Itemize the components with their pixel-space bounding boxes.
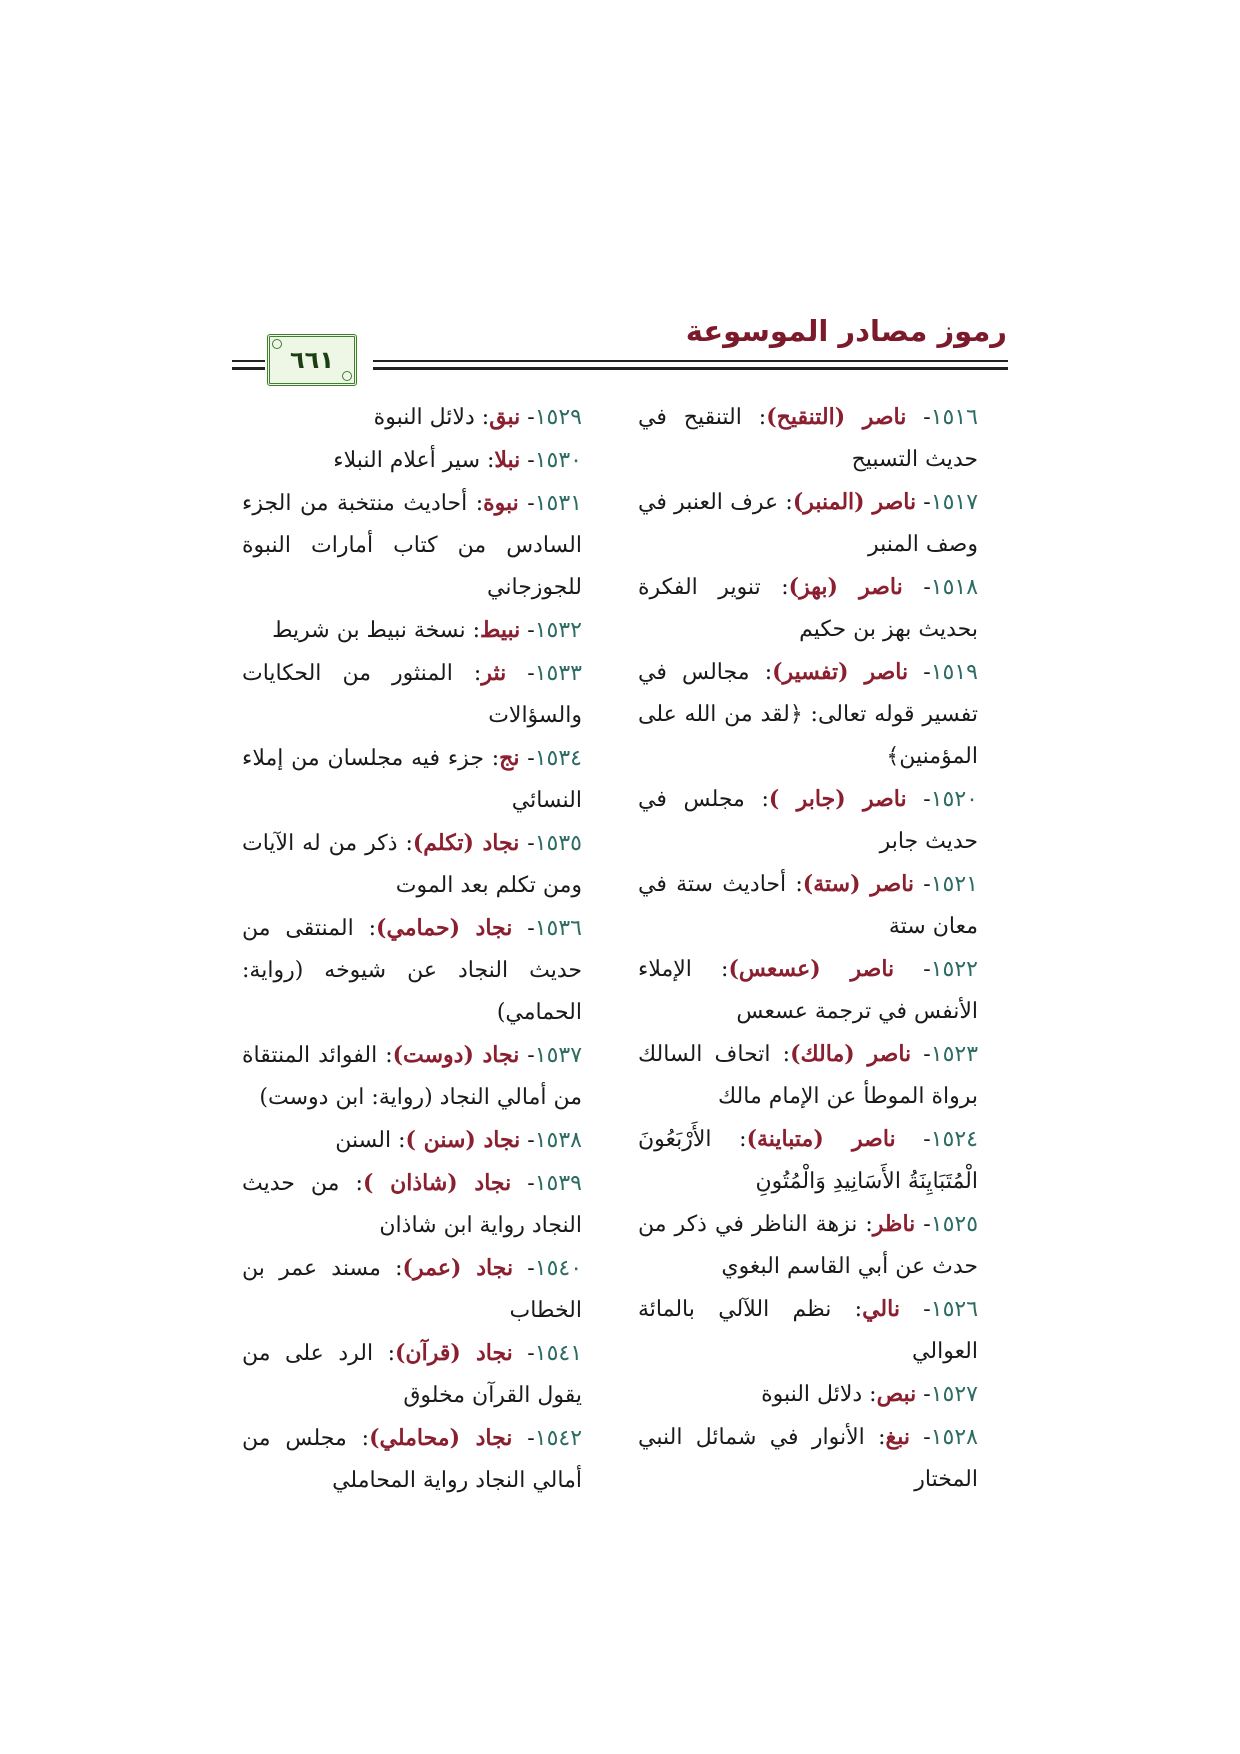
source-entry: ١٥٢٥- ناظر: نزهة الناظر في ذكر من حدث عن أبي القاسم البغوي [638, 1211, 979, 1279]
entry-abbreviation: ناظر [872, 1211, 916, 1237]
entry-abbreviation: ناصر (ستة) [802, 871, 915, 897]
entry-abbreviation: نبوة [483, 490, 519, 516]
entry-number: ١٥٢٣ [930, 1042, 979, 1067]
entry-number: ١٥٢٨ [930, 1425, 978, 1450]
source-entry: ١٥٢٠- ناصر (جابر ): مجلس في حديث جابر [638, 786, 978, 854]
entry-title: نسخة نبيط بن شريط [272, 618, 466, 643]
source-entry: ١٥١٧- ناصر (المنبر): عرف العنبر في وصف المنبر [638, 489, 979, 557]
entry-number: ١٥٢٥ [930, 1212, 979, 1237]
entry-title: الأَرْبَعُونَ الْمُتَبَايِنَةُ الأَسَانِيدِ وَالْمُتُونِ [638, 1127, 978, 1194]
source-entry: ١٥٢٤- ناصر (متباينة): الأَرْبَعُونَ الْمُتَبَايِنَةُ الأَسَانِيدِ وَالْمُتُونِ [638, 1126, 978, 1194]
entry-number: ١٥٣٧ [534, 1043, 583, 1068]
source-entry: ١٥٣٤- نج: جزء فيه مجلسان من إملاء النسائي [242, 745, 582, 813]
entry-abbreviation: ناصر (عسعس) [728, 956, 895, 982]
right-column-entries [638, 396, 978, 1501]
entry-title: السنن [335, 1128, 392, 1153]
entry-number: ١٥١٩ [930, 660, 978, 685]
entry-abbreviation: نبغ [885, 1424, 910, 1450]
entry-number: ١٥٣٣ [534, 661, 582, 686]
source-entry: ١٥١٨- ناصر (بهز): تنوير الفكرة بحديث بهز بن حكيم [638, 574, 979, 642]
entry-number: ١٥٣٨ [534, 1128, 582, 1153]
entry-number: ١٥٣٤ [534, 746, 582, 771]
source-entry: ١٥٣٧- نجاد (دوست): الفوائد المنتقاة من أمالي النجاد (رواية: ابن دوست) [242, 1042, 583, 1110]
running-header-title: رموز مصادر الموسوعة [685, 314, 1007, 348]
entry-number: ١٥١٧ [930, 490, 979, 515]
entry-number: ١٥٣١ [534, 491, 582, 516]
entry-title: أحاديث ستة في معان ستة [638, 872, 978, 939]
entry-title: نظم اللآلي بالمائة العوالي [638, 1297, 978, 1364]
source-entry: ١٥١٦- ناصر (التنقيح): التنقيح في حديث التسبيح [638, 404, 978, 472]
entry-abbreviation: ناصر (مالك) [790, 1041, 912, 1067]
entry-number: ١٥١٦ [930, 405, 978, 430]
entry-number: ١٥٤٠ [534, 1256, 583, 1281]
entry-number: ١٥٢١ [930, 872, 978, 897]
entry-title: جزء فيه مجلسان من إملاء النسائي [242, 746, 582, 813]
left-column-entries [242, 396, 582, 1502]
entry-abbreviation: نبص [876, 1381, 917, 1407]
source-entry: ١٥٣٢- نبيط: نسخة نبيط بن شريط [272, 617, 582, 643]
entry-abbreviation: نجاد (سنن ) [405, 1127, 521, 1153]
entry-number: ١٥٤١ [534, 1341, 583, 1366]
entry-title: عرف العنبر في وصف المنبر [638, 490, 978, 557]
entry-abbreviation: ناصر (التنقيح) [766, 404, 907, 430]
page-number: ٦٦١ [290, 346, 334, 374]
entry-number: ١٥٣٢ [534, 618, 582, 643]
entry-number: ١٥٣٩ [534, 1171, 582, 1196]
entry-title: أحاديث منتخبة من الجزء السادس من كتاب أمارات النبوة للجوزجاني [242, 491, 582, 600]
entry-title: مجالس في تفسير قوله تعالى: ﴿لقد من الله على المؤمنين﴾ [638, 660, 978, 769]
source-entry: ١٥٣٥- نجاد (تكلم): ذكر من له الآيات ومن تكلم بعد الموت [242, 830, 582, 898]
entry-abbreviation: نج [499, 745, 520, 771]
source-entry: ١٥٢٦- نالي: نظم اللآلي بالمائة العوالي [638, 1296, 979, 1364]
entry-abbreviation: ناصر (تفسير) [772, 659, 909, 685]
entry-title: نزهة الناظر في ذكر من حدث عن أبي القاسم البغوي [638, 1212, 978, 1279]
source-entry: ١٥٢١- ناصر (ستة): أحاديث ستة في معان ستة [638, 871, 978, 939]
entry-number: ١٥٢٢ [930, 957, 978, 982]
entry-title: دلائل النبوة [761, 1382, 863, 1407]
entry-number: ١٥٤٢ [534, 1426, 583, 1451]
entry-abbreviation: نبق [489, 404, 521, 430]
source-entry: ١٥٣٩- نجاد (شاذان ): من حديث النجاد رواية ابن شاذان [242, 1170, 582, 1238]
entry-title: تنوير الفكرة بحديث بهز بن حكيم [638, 575, 978, 642]
entry-number: ١٥٢٤ [930, 1127, 978, 1152]
entry-number: ١٥٢٧ [930, 1382, 978, 1407]
source-entry: ١٥٢٩- نبق: دلائل النبوة [373, 404, 582, 430]
source-entry: ١٥٣٨- نجاد (سنن ): السنن [335, 1127, 582, 1153]
entry-abbreviation: نجاد (حمامي) [376, 915, 513, 941]
page-number-badge [267, 334, 357, 386]
entry-number: ١٥٢٠ [930, 787, 978, 812]
source-entry: ١٥٣٣- نثر: المنثور من الحكايات والسؤالات [242, 660, 582, 728]
entry-abbreviation: نجاد (قرآن) [395, 1340, 513, 1366]
entry-title: الرد على من يقول القرآن مخلوق [242, 1341, 582, 1408]
entry-title: التنقيح في حديث التسبيح [638, 405, 978, 472]
entry-abbreviation: نجاد (دوست) [392, 1042, 520, 1068]
source-entry: ١٥٤١- نجاد (قرآن): الرد على من يقول القرآن مخلوق [242, 1340, 583, 1408]
source-entry: ١٥٢٧- نبص: دلائل النبوة [761, 1381, 978, 1407]
entry-title: الأنوار في شمائل النبي المختار [638, 1425, 978, 1492]
source-entry: ١٥٣٦- نجاد (حمامي): المنتقى من حديث النجاد عن شيوخه (رواية: الحمامي) [242, 915, 582, 1025]
entry-abbreviation: نالي [862, 1296, 900, 1322]
header-rule-thick [373, 367, 1008, 370]
entry-title: المنثور من الحكايات والسؤالات [242, 661, 582, 728]
entry-abbreviation: نجاد (شاذان ) [362, 1170, 512, 1196]
source-entry: ١٥٢٨- نبغ: الأنوار في شمائل النبي المختار [638, 1424, 978, 1492]
entry-abbreviation: نبلا [494, 447, 521, 473]
entry-title: من حديث النجاد رواية ابن شاذان [242, 1171, 582, 1238]
entry-number: ١٥٣٥ [534, 831, 582, 856]
entry-abbreviation: ناصر (متباينة) [746, 1126, 896, 1152]
entry-title: الإملاء الأنفس في ترجمة عسعس [638, 957, 978, 1024]
entry-number: ١٥١٨ [930, 575, 979, 600]
entry-number: ١٥٢٩ [534, 405, 582, 430]
entry-number: ١٥٣٠ [534, 448, 582, 473]
header-rule-left-thick [232, 367, 265, 370]
header-rule-left-thin [232, 360, 265, 362]
source-entry: ١٥٢٣- ناصر (مالك): اتحاف السالك برواة الموطأ عن الإمام مالك [638, 1041, 979, 1109]
entry-abbreviation: نبيط [480, 617, 521, 643]
entry-abbreviation: ناصر (المنبر) [792, 489, 917, 515]
entry-number: ١٥٣٦ [534, 916, 582, 941]
source-entry: ١٥٤٢- نجاد (محاملي): مجلس من أمالي النجاد رواية المحاملي [242, 1425, 583, 1493]
entry-abbreviation: نجاد (عمر) [402, 1255, 514, 1281]
entry-title: ذكر من له الآيات ومن تكلم بعد الموت [242, 831, 582, 898]
entry-title: الفوائد المنتقاة من أمالي النجاد (رواية: ابن دوست) [242, 1043, 582, 1110]
entry-abbreviation: نجاد (محاملي) [369, 1425, 513, 1451]
entry-title: سير أعلام النبلاء [333, 448, 480, 473]
entry-title: اتحاف السالك برواة الموطأ عن الإمام مالك [638, 1042, 978, 1109]
entry-abbreviation: ناصر (بهز) [788, 574, 903, 600]
entry-title: مجلس في حديث جابر [638, 787, 978, 854]
entry-title: مسند عمر بن الخطاب [242, 1256, 582, 1323]
entry-number: ١٥٢٦ [930, 1297, 979, 1322]
source-entry: ١٥٤٠- نجاد (عمر): مسند عمر بن الخطاب [242, 1255, 583, 1323]
entry-title: دلائل النبوة [373, 405, 475, 430]
entry-abbreviation: نجاد (تكلم) [412, 830, 520, 856]
source-entry: ١٥٣١- نبوة: أحاديث منتخبة من الجزء السادس من كتاب أمارات النبوة للجوزجاني [242, 490, 582, 600]
entry-title: المنتقى من حديث النجاد عن شيوخه (رواية: الحمامي) [242, 916, 582, 1025]
entry-title: مجلس من أمالي النجاد رواية المحاملي [242, 1426, 582, 1493]
header-rule-thin [373, 360, 1008, 362]
entry-abbreviation: ناصر (جابر ) [768, 786, 907, 812]
source-entry: ١٥٣٠- نبلا: سير أعلام النبلاء [333, 447, 582, 473]
source-entry: ١٥١٩- ناصر (تفسير): مجالس في تفسير قوله تعالى: ﴿لقد من الله على المؤمنين﴾ [638, 659, 978, 769]
source-entry: ١٥٢٢- ناصر (عسعس): الإملاء الأنفس في ترجمة عسعس [638, 956, 978, 1024]
entry-abbreviation: نثر [481, 660, 507, 686]
